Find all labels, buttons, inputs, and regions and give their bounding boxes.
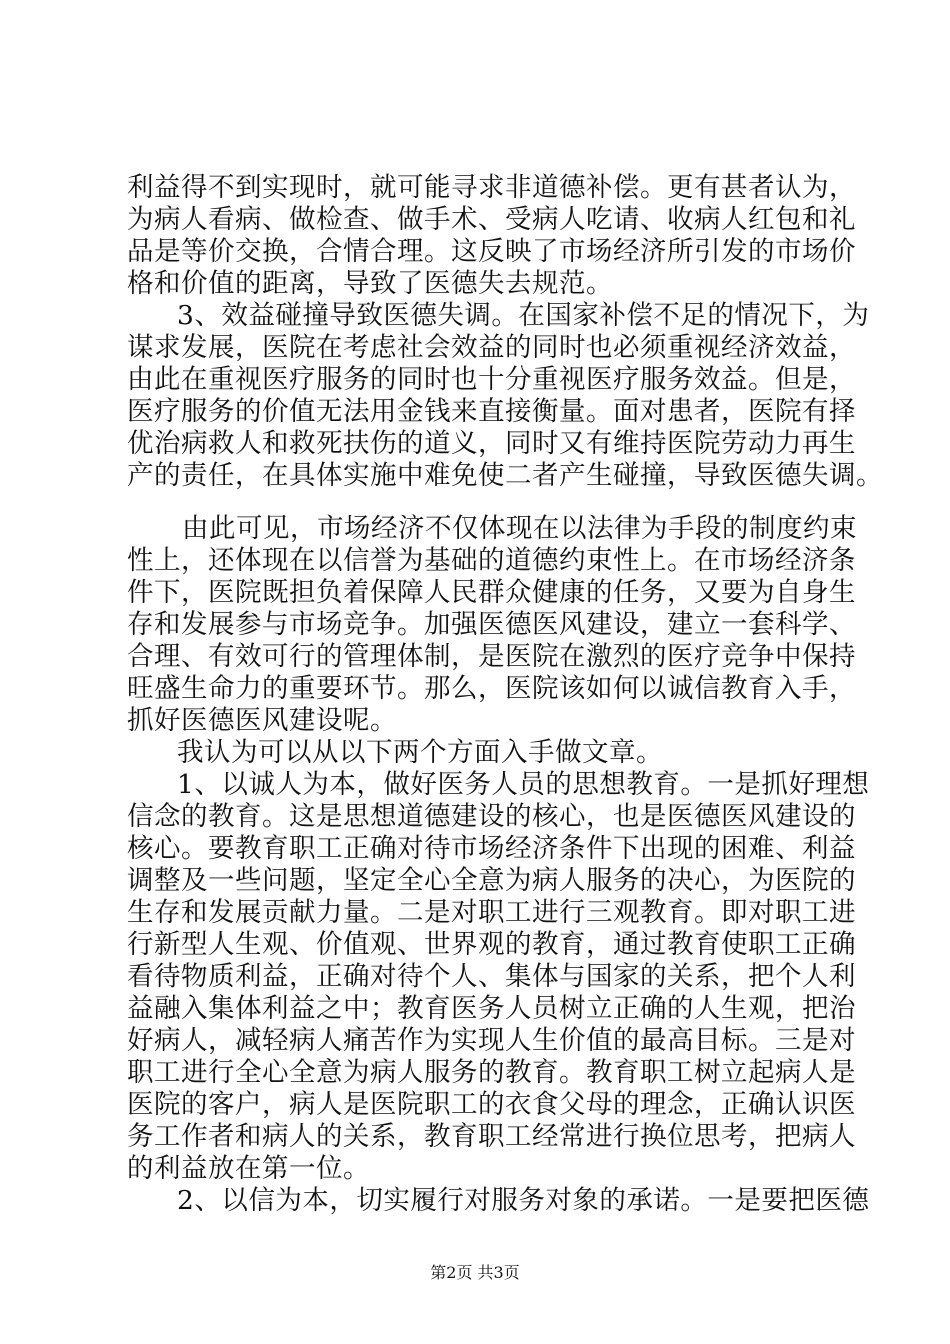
text-line: 的利益放在第一位。 bbox=[127, 1153, 370, 1184]
text-line: 旺盛生命力的重要环节。那么，医院该如何以诚信教育入手， bbox=[127, 673, 856, 704]
text-line: 为病人看病、做检查、做手术、受病人吃请、收病人红包和礼 bbox=[127, 204, 856, 235]
text-line: 抓好医德医风建设呢。 bbox=[127, 705, 397, 736]
text-line: 1、以诚人为本，做好医务人员的思想教育。一是抓好理想 bbox=[177, 769, 870, 800]
text-line: 信念的教育。这是思想道德建设的核心，也是医德医风建设的 bbox=[127, 801, 856, 832]
text-line: 看待物质利益，正确对待个人、集体与国家的关系，把个人利 bbox=[127, 961, 856, 992]
text-line: 由此可见，市场经济不仅体现在以法律为手段的制度约束 bbox=[182, 513, 857, 544]
page-number: 第2页 共3页 bbox=[430, 1263, 520, 1282]
text-line: 存和发展参与市场竞争。加强医德医风建设，建立一套科学、 bbox=[127, 609, 856, 640]
text-line: 由此在重视医疗服务的同时也十分重视医疗服务效益。但是， bbox=[127, 364, 856, 395]
text-line: 益融入集体利益之中；教育医务人员树立正确的人生观，把治 bbox=[127, 993, 856, 1024]
text-line: 件下，医院既担负着保障人民群众健康的任务，又要为自身生 bbox=[127, 577, 856, 608]
text-line: 医院的客户，病人是医院职工的衣食父母的理念，正确认识医 bbox=[127, 1089, 856, 1120]
text-line: 合理、有效可行的管理体制，是医院在激烈的医疗竞争中保持 bbox=[127, 641, 856, 672]
text-line: 3、效益碰撞导致医德失调。在国家补偿不足的情况下，为 bbox=[177, 300, 870, 331]
text-line: 职工进行全心全意为病人服务的教育。教育职工树立起病人是 bbox=[127, 1057, 856, 1088]
text-line: 优治病救人和救死扶伤的道义，同时又有维持医院劳动力再生 bbox=[127, 428, 856, 459]
text-line: 谋求发展，医院在考虑社会效益的同时也必须重视经济效益， bbox=[127, 332, 856, 363]
text-line: 品是等价交换，合情合理。这反映了市场经济所引发的市场价 bbox=[127, 236, 856, 267]
text-line: 好病人，减轻病人痛苦作为实现人生价值的最高目标。三是对 bbox=[127, 1025, 856, 1056]
text-line: 格和价值的距离，导致了医德失去规范。 bbox=[127, 268, 613, 299]
text-line: 2、以信为本，切实履行对服务对象的承诺。一是要把医德 bbox=[177, 1185, 870, 1216]
text-line: 调整及一些问题，坚定全心全意为病人服务的决心，为医院的 bbox=[127, 865, 856, 896]
text-line: 我认为可以从以下两个方面入手做文章。 bbox=[177, 737, 663, 768]
text-line: 医疗服务的价值无法用金钱来直接衡量。面对患者，医院有择 bbox=[127, 396, 856, 427]
text-line: 产的责任，在具体实施中难免使二者产生碰撞，导致医德失调。 bbox=[127, 460, 883, 491]
text-line: 性上，还体现在以信誉为基础的道德约束性上。在市场经济条 bbox=[127, 545, 856, 576]
text-line: 行新型人生观、价值观、世界观的教育，通过教育使职工正确 bbox=[127, 929, 856, 960]
text-line: 利益得不到实现时，就可能寻求非道德补偿。更有甚者认为， bbox=[127, 172, 856, 203]
text-line: 务工作者和病人的关系，教育职工经常进行换位思考，把病人 bbox=[127, 1121, 856, 1152]
text-line: 生存和发展贡献力量。二是对职工进行三观教育。即对职工进 bbox=[127, 897, 856, 928]
text-line: 核心。要教育职工正确对待市场经济条件下出现的困难、利益 bbox=[127, 833, 856, 864]
